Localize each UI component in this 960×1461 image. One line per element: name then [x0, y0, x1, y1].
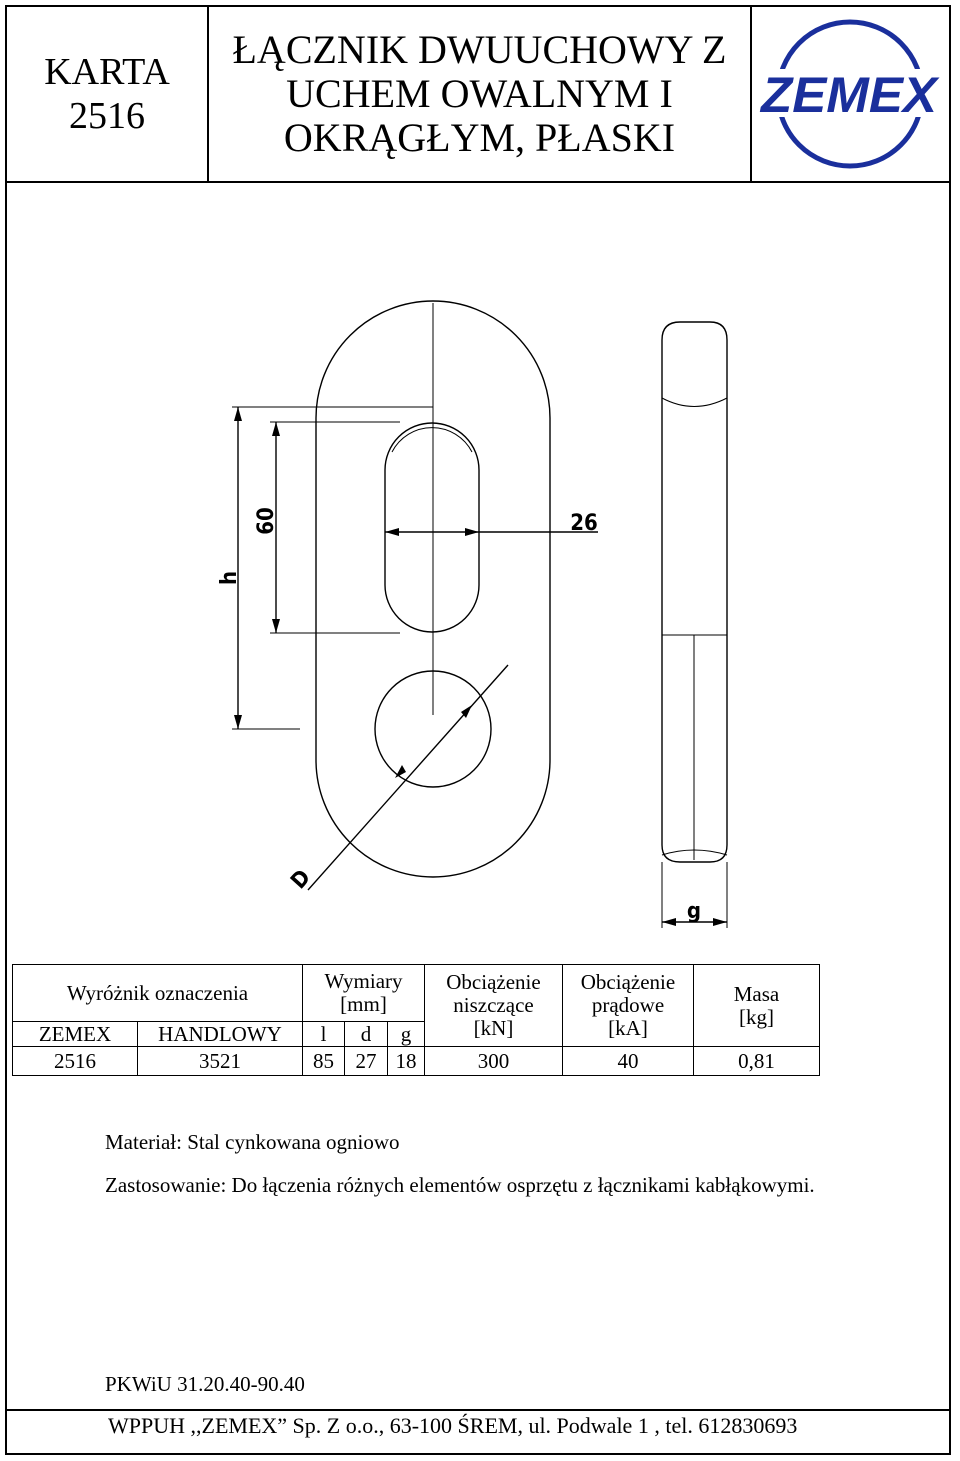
oval-slot	[385, 423, 479, 632]
logo-text: ZEMEX	[758, 67, 940, 123]
subheader-g: g	[388, 1022, 425, 1047]
title-line2: UCHEM OWALNYM I	[286, 71, 673, 116]
header-breaking-load: Obciążenie niszczące [kN]	[425, 965, 563, 1047]
subheader-zemex: ZEMEX	[13, 1022, 138, 1047]
pkwiu-code: PKWiU 31.20.40-90.40	[105, 1372, 305, 1396]
dim-26-label: 26	[570, 511, 598, 536]
dim-g-label: g	[686, 899, 702, 924]
header-mass: Masa [kg]	[694, 965, 820, 1047]
card-label-line2: 2516	[69, 95, 145, 137]
footer-divider	[5, 1409, 951, 1411]
table-row	[13, 1047, 820, 1076]
title-line3: OKRĄGŁYM, PŁASKI	[283, 115, 676, 160]
subheader-l: l	[303, 1022, 345, 1047]
cell-zemex: 2516	[13, 1047, 138, 1076]
dim-h-label: h	[217, 570, 242, 586]
title-line1: ŁĄCZNIK DWUUCHOWY Z	[232, 27, 727, 72]
cell-mass: 0,81	[694, 1047, 820, 1076]
cell-handlowy: 3521	[138, 1047, 303, 1076]
header-current-load: Obciążenie prądowe [kA]	[563, 965, 694, 1047]
card-label-line1: KARTA	[44, 51, 170, 93]
company-footer: WPPUH ,,ZEMEX” Sp. Z o.o., 63-100 ŚREM, ul. Podwale 1 , tel. 612830693	[108, 1413, 798, 1438]
cell-d: 27	[345, 1047, 388, 1076]
spec-table	[12, 964, 820, 1076]
dim-60-label: 60	[254, 507, 279, 535]
cell-current: 40	[563, 1047, 694, 1076]
cell-l: 85	[303, 1047, 345, 1076]
subheader-d: d	[345, 1022, 388, 1047]
subheader-handlowy: HANDLOWY	[138, 1022, 303, 1047]
cell-g: 18	[388, 1047, 425, 1076]
header-designation: Wyróżnik oznaczenia	[13, 965, 303, 1022]
application-note: Zastosowanie: Do łączenia różnych elementów osprzętu z łącznikami kabłąkowymi.	[105, 1173, 815, 1197]
dim-d-label: D	[286, 865, 316, 895]
cell-breaking: 300	[425, 1047, 563, 1076]
material-note: Materiał: Stal cynkowana ogniowo	[105, 1130, 400, 1154]
header-dimensions: Wymiary [mm]	[303, 965, 425, 1022]
